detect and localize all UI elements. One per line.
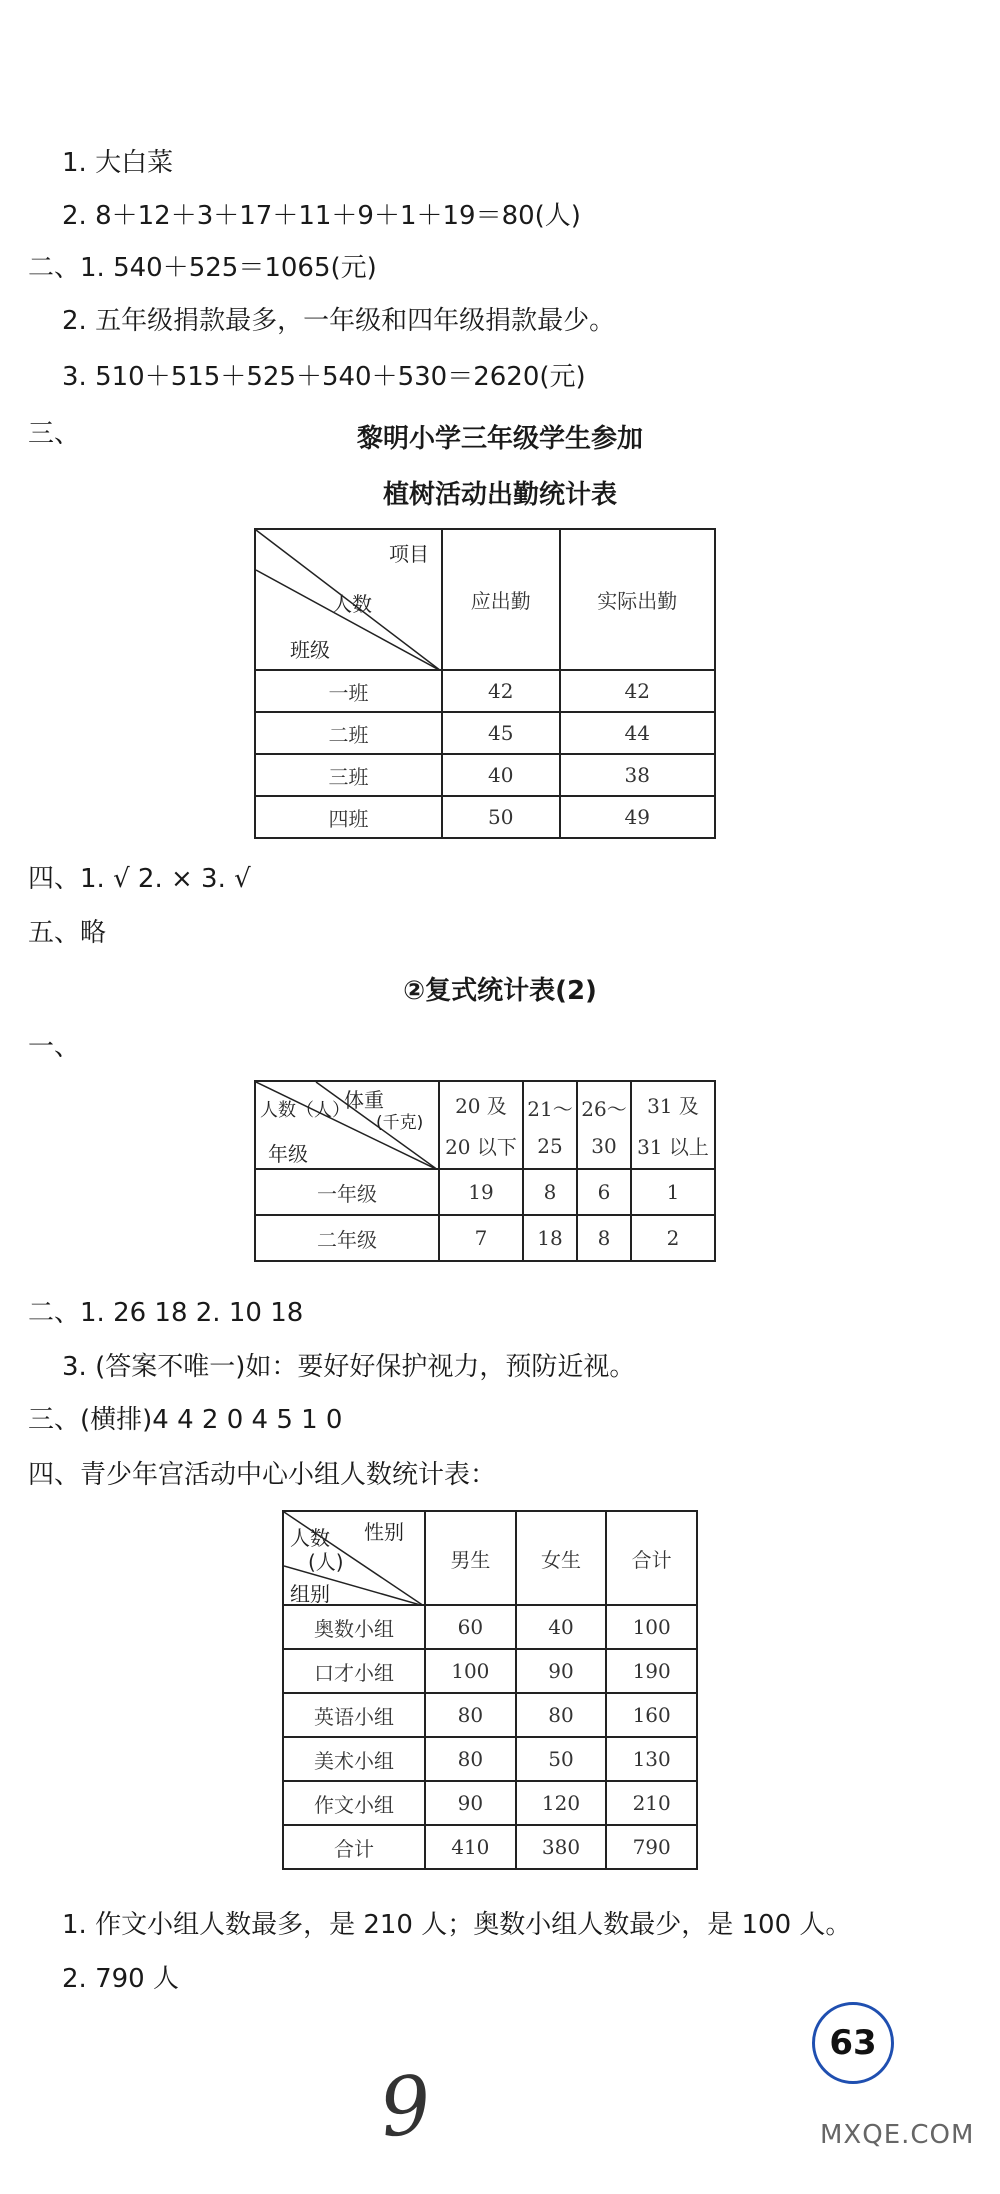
cell: 190 — [606, 1649, 697, 1693]
row-label: 奥数小组 — [283, 1605, 425, 1649]
answer-line: 三、(横排)4 4 2 0 4 5 1 0 — [28, 1405, 343, 1435]
row-label: 四班 — [255, 796, 442, 838]
table1-title-line2: 植树活动出勤统计表 — [382, 480, 617, 510]
cell: 80 — [516, 1693, 607, 1737]
cell: 1 — [631, 1169, 715, 1215]
section-label: 一、 — [28, 1032, 81, 1062]
cell: 160 — [606, 1693, 697, 1737]
header-cell — [523, 1081, 577, 1169]
row-label: 三班 — [255, 754, 442, 796]
cell: 42 — [442, 670, 560, 712]
header-cell: 应出勤 — [442, 529, 560, 670]
cell: 210 — [606, 1781, 697, 1825]
table3-corner-cell — [283, 1511, 425, 1605]
cell: 100 — [425, 1649, 516, 1693]
corner-label-group: 组别 — [290, 1582, 330, 1606]
table-row — [255, 1169, 715, 1215]
table-row — [255, 754, 715, 796]
row-label: 合计 — [283, 1825, 425, 1869]
cell: 44 — [560, 712, 715, 754]
table-row — [255, 796, 715, 838]
cell: 790 — [606, 1825, 697, 1869]
cell: 130 — [606, 1737, 697, 1781]
cell: 8 — [523, 1169, 577, 1215]
cell: 100 — [606, 1605, 697, 1649]
corner-label-count: 人数 — [290, 1526, 330, 1550]
answer-line: 二、1. 26 18 2. 10 18 — [28, 1298, 304, 1328]
corner-label-weight: 体重 — [344, 1088, 384, 1112]
cell: 120 — [516, 1781, 607, 1825]
table-row — [255, 670, 715, 712]
answer-line: 2. 五年级捐款最多，一年级和四年级捐款最少。 — [62, 306, 616, 336]
header-cell — [439, 1081, 523, 1169]
row-label: 口才小组 — [283, 1649, 425, 1693]
cell: 40 — [442, 754, 560, 796]
answer-line: 3. 510＋515＋525＋540＋530＝2620(元) — [62, 362, 586, 392]
table-row — [283, 1825, 697, 1869]
corner-label-item: 项目 — [389, 542, 429, 566]
cell: 80 — [425, 1693, 516, 1737]
header-line: 25 — [537, 1133, 563, 1158]
cell: 40 — [516, 1605, 607, 1649]
cell: 19 — [439, 1169, 523, 1215]
row-label: 一班 — [255, 670, 442, 712]
table1-corner-cell — [255, 529, 442, 670]
corner-label-grade: 年级 — [268, 1142, 308, 1166]
corner-label-gender: 性别 — [364, 1520, 404, 1544]
cell: 380 — [516, 1825, 607, 1869]
section-title: ②复式统计表(2) — [403, 976, 597, 1006]
cell: 6 — [577, 1169, 631, 1215]
header-cell: 女生 — [516, 1511, 607, 1605]
cell: 90 — [425, 1781, 516, 1825]
header-line: 20 以下 — [445, 1135, 517, 1159]
row-label: 美术小组 — [283, 1737, 425, 1781]
group-count-table — [282, 1510, 698, 1870]
answer-line: 二、1. 540＋525＝1065(元) — [28, 253, 377, 283]
header-cell: 男生 — [425, 1511, 516, 1605]
table-row — [255, 712, 715, 754]
header-cell: 合计 — [606, 1511, 697, 1605]
corner-label-unit: (千克) — [376, 1113, 424, 1133]
cell: 2 — [631, 1215, 715, 1261]
row-label: 一年级 — [255, 1169, 439, 1215]
cell: 90 — [516, 1649, 607, 1693]
header-line: 26～ — [581, 1096, 627, 1121]
cell: 45 — [442, 712, 560, 754]
table2-corner-cell — [255, 1081, 439, 1169]
row-label: 二年级 — [255, 1215, 439, 1261]
weight-table — [254, 1080, 716, 1262]
header-line: 30 — [591, 1133, 617, 1158]
cell: 60 — [425, 1605, 516, 1649]
row-label: 英语小组 — [283, 1693, 425, 1737]
header-line: 31 及 — [647, 1094, 699, 1118]
corner-label-class: 班级 — [290, 638, 330, 662]
row-label: 作文小组 — [283, 1781, 425, 1825]
header-line: 21～ — [527, 1096, 573, 1121]
handwritten-mark: 9 — [375, 2057, 436, 2156]
answer-line: 2. 8＋12＋3＋17＋11＋9＋1＋19＝80(人) — [62, 201, 581, 231]
table-row — [283, 1649, 697, 1693]
cell: 49 — [560, 796, 715, 838]
table1-title-line1: 黎明小学三年级学生参加 — [356, 424, 643, 454]
answer-line: 五、略 — [28, 918, 107, 948]
header-cell — [631, 1081, 715, 1169]
header-cell: 实际出勤 — [560, 529, 715, 670]
header-cell — [577, 1081, 631, 1169]
table-row — [283, 1781, 697, 1825]
corner-label-count: 人数（人） — [260, 1100, 350, 1121]
header-line: 20 及 — [455, 1094, 507, 1118]
header-line: 31 以上 — [637, 1135, 709, 1159]
cell: 7 — [439, 1215, 523, 1261]
row-label: 二班 — [255, 712, 442, 754]
cell: 80 — [425, 1737, 516, 1781]
watermark: MXQE.COM — [820, 2120, 975, 2150]
answer-line: 1. 作文小组人数最多，是 210 人；奥数小组人数最少，是 100 人。 — [62, 1910, 852, 1940]
table-row — [283, 1605, 697, 1649]
table-row — [283, 1737, 697, 1781]
corner-label-count: 人数 — [332, 592, 372, 616]
answer-line: 四、1. √ 2. × 3. √ — [28, 864, 251, 894]
table-row — [255, 1215, 715, 1261]
cell: 38 — [560, 754, 715, 796]
cell: 42 — [560, 670, 715, 712]
cell: 50 — [516, 1737, 607, 1781]
answer-line: 四、青少年宫活动中心小组人数统计表： — [28, 1460, 497, 1490]
cell: 50 — [442, 796, 560, 838]
cell: 8 — [577, 1215, 631, 1261]
corner-label-unit: (人) — [308, 1550, 344, 1574]
attendance-table — [254, 528, 716, 839]
page-number: 63 — [812, 2002, 894, 2084]
cell: 410 — [425, 1825, 516, 1869]
section-label: 三、 — [28, 419, 81, 449]
answer-line: 3. (答案不唯一)如：要好好保护视力，预防近视。 — [62, 1352, 636, 1382]
table-row — [283, 1693, 697, 1737]
answer-line: 1. 大白菜 — [62, 148, 174, 178]
cell: 18 — [523, 1215, 577, 1261]
answer-line: 2. 790 人 — [62, 1964, 179, 1994]
